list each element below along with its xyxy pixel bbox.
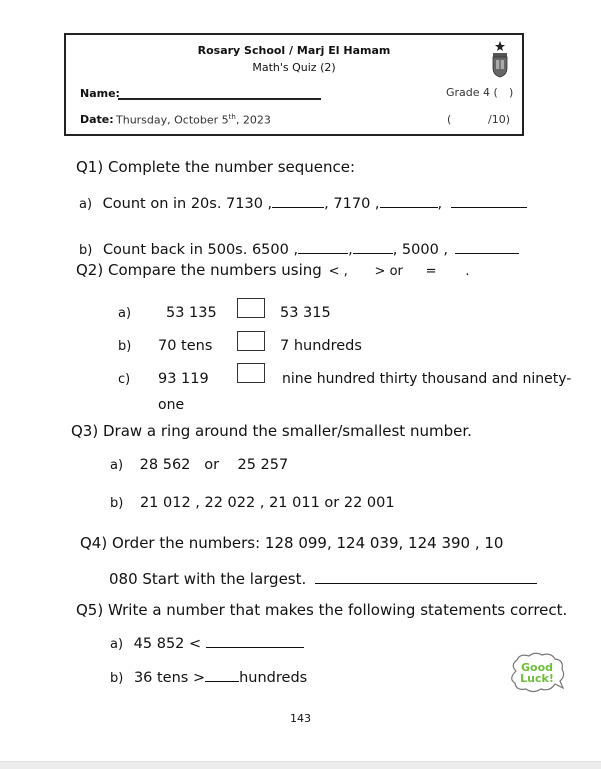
grade-close: ) [509, 86, 514, 99]
q2a-right: 53 315 [280, 305, 331, 321]
q4-row [109, 569, 537, 588]
good-luck-cloud-icon [508, 651, 566, 695]
q3b-text: 21 012 , 22 022 , 21 011 or 22 001 [139, 495, 395, 511]
score-open: ( [447, 113, 452, 126]
q2b-right: 7 hundreds [280, 338, 362, 354]
q5b-row [110, 667, 307, 686]
q1b-row [79, 239, 519, 258]
q2-symbol-gt: > or [374, 264, 403, 279]
q1a-row [79, 193, 527, 212]
q2a-left: 53 135 [166, 305, 217, 321]
q1b-text: Count back in 500s. 6500 , [102, 242, 299, 258]
q1a-blank-2[interactable] [380, 193, 438, 208]
q2-title-row [76, 261, 469, 279]
q5b-text: 36 tens > [133, 670, 206, 686]
q2c-label: c) [118, 372, 131, 387]
name-field[interactable] [118, 98, 321, 100]
school-name: Rosary School / Marj El Hamam [197, 44, 391, 57]
q1a-label: a) [79, 197, 93, 212]
date-value [116, 113, 271, 127]
q1b-blank-1[interactable] [298, 239, 348, 254]
q1-title: Q1) Complete the number sequence: [76, 158, 356, 176]
page-number: 143 [290, 712, 311, 725]
q2c-right-cont: one [158, 397, 185, 413]
q2b-label: b) [118, 339, 132, 354]
q5-title: Q5) Write a number that makes the following statements correct. [76, 601, 568, 619]
date-suffix: th [228, 113, 236, 121]
q1a-text: Count on in 20s. 7130 , [102, 196, 273, 212]
q5b-answer-line[interactable] [205, 667, 239, 682]
q2c-left: 93 119 [158, 371, 209, 387]
q4-title: Q4) Order the numbers: 128 099, 124 039, 124 390 , 10 [80, 534, 504, 552]
q1b-mid2: , 5000 , [392, 242, 449, 258]
q2a-label: a) [118, 306, 132, 321]
q5b-after: hundreds [239, 670, 308, 686]
q5a-text: 45 852 < [133, 636, 202, 652]
q5a-label: a) [110, 637, 124, 652]
good-luck-line2: Luck! [520, 672, 554, 685]
q3a-text: 28 562 or 25 257 [139, 457, 289, 473]
grade-label: Grade 4 ( [446, 86, 498, 99]
q2b-answer-box[interactable] [237, 331, 265, 351]
good-luck-line1: Good [520, 661, 554, 674]
school-crest-icon [490, 40, 510, 78]
date-year: , 2023 [235, 113, 271, 127]
q2-title: Q2) Compare the numbers using [76, 261, 322, 279]
q1b-blank-3[interactable] [455, 239, 519, 254]
q3a-row [110, 457, 288, 473]
q5b-label: b) [110, 671, 124, 686]
q2-symbol-eq: = [425, 264, 437, 279]
q2-symbol-dot: . [465, 264, 470, 279]
q3a-label: a) [110, 458, 124, 473]
q2c-answer-box[interactable] [237, 363, 265, 383]
quiz-title: Math's Quiz (2) [252, 61, 336, 74]
q5a-answer-line[interactable] [206, 633, 304, 648]
q1b-blank-2[interactable] [353, 239, 393, 254]
q3-title: Q3) Draw a ring around the smaller/smallest number. [71, 422, 472, 440]
q2c-right: nine hundred thirty thousand and ninety- [282, 371, 572, 387]
q1b-label: b) [79, 243, 93, 258]
q4-cont: 080 Start with the largest. [109, 570, 307, 588]
q1b-mid: , [348, 242, 353, 258]
q1a-end: , [437, 196, 443, 212]
name-label: Name: [80, 87, 120, 100]
q1a-blank-1[interactable] [272, 193, 324, 208]
q1a-blank-3[interactable] [451, 193, 527, 208]
score-total: /10) [488, 113, 510, 126]
q4-answer-line[interactable] [315, 569, 537, 584]
date-prefix: Thursday, October 5 [116, 113, 229, 127]
q3b-row [110, 495, 395, 511]
q2a-answer-box[interactable] [237, 298, 265, 318]
q2b-left: 70 tens [158, 338, 213, 354]
q3b-label: b) [110, 496, 124, 511]
q2-symbol-lt: < , [328, 264, 348, 279]
date-label: Date: [80, 113, 114, 126]
q5a-row [110, 633, 304, 652]
q1a-mid: , 7170 , [324, 196, 380, 212]
quiz-header [64, 33, 524, 136]
